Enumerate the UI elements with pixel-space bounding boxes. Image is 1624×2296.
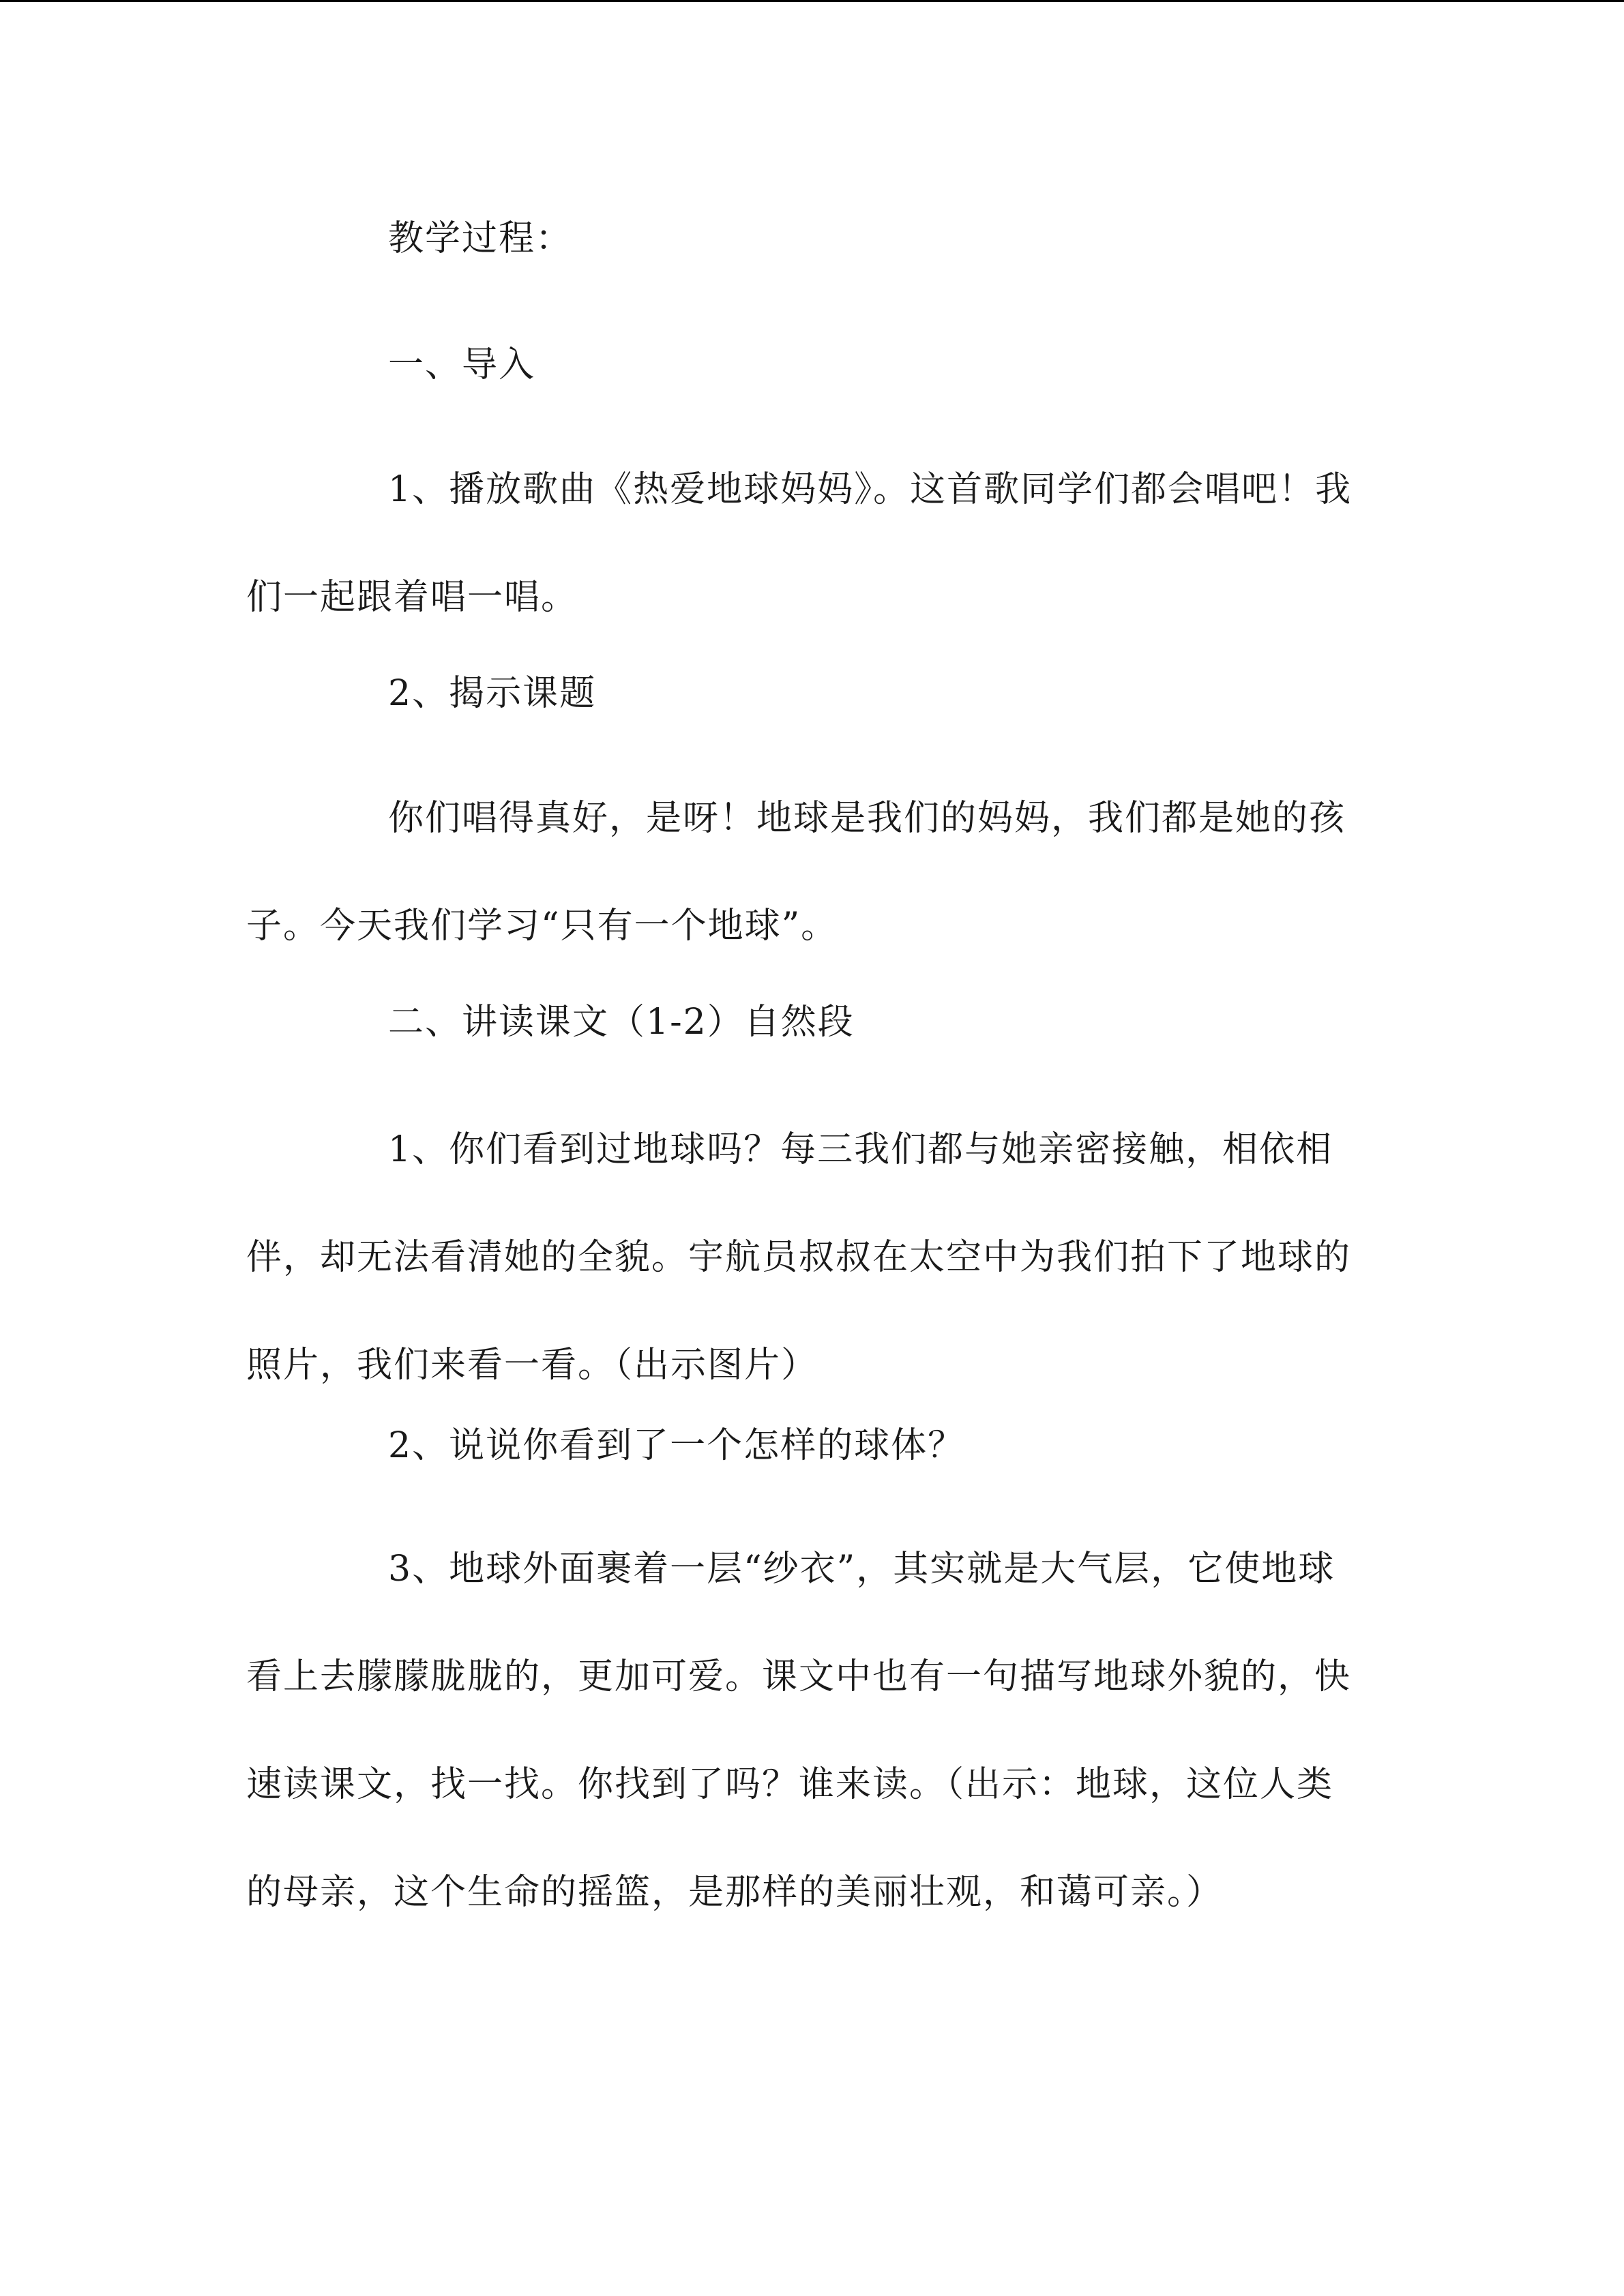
paragraph-play-song: 1、播放歌曲《热爱地球妈妈》。这首歌同学们都会唱吧！我们一起跟着唱一唱。 xyxy=(246,469,1353,618)
paragraph-describe-sphere: 2、说说你看到了一个怎样的球体？ xyxy=(388,1425,965,1466)
heading-teaching-process: 教学过程： xyxy=(388,218,573,259)
section-heading-intro: 一、导入 xyxy=(388,344,536,385)
paragraph-earth-mother: 你们唱得真好，是呀！地球是我们的妈妈，我们都是她的孩子。今天我们学习“只有一个地球”。 xyxy=(246,798,1346,946)
page-top-border xyxy=(0,0,1624,2)
paragraph-atmosphere: 3、地球外面裹着一层“纱衣”，其实就是大气层，它使地球看上去朦朦胧胧的，更加可爱。课文中也有一句描写地球外貌的，快速读课文，找一找。你找到了吗？谁来读。（出示：地球，这位人类的母亲，这个生命的摇篮，是那样的美丽壮观，和蔼可亲。） xyxy=(246,1549,1352,1913)
section-heading-read-text: 二、讲读课文（1-2）自然段 xyxy=(388,1002,855,1043)
paragraph-seen-earth: 1、你们看到过地球吗？每三我们都与她亲密接触，相依相伴，却无法看清她的全貌。宇航员叔叔在太空中为我们拍下了地球的照片，我们来看一看。（出示图片） xyxy=(246,1129,1352,1386)
paragraph-reveal-topic: 2、揭示课题 xyxy=(388,673,597,714)
